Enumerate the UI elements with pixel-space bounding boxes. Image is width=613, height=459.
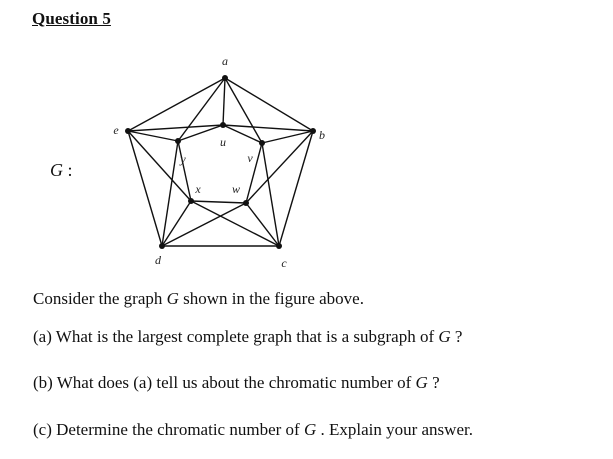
intro-var: G [166, 289, 179, 308]
edge-v-a [225, 78, 262, 143]
vertex-label-x: x [195, 182, 201, 196]
vertex-c [276, 243, 282, 249]
question-c-text-before: (c) Determine the chromatic number of [33, 420, 304, 439]
edge-w-d [162, 203, 246, 246]
question-b-text-before: (b) What does (a) tell us about the chromatic number of [33, 373, 416, 392]
vertex-label-v: v [247, 151, 253, 165]
edge-e-a [128, 78, 225, 131]
edge-x-c [191, 201, 279, 246]
question-a-var: G [438, 327, 451, 346]
intro-text-before: Consider the graph [33, 289, 167, 308]
vertex-label-u: u [220, 135, 226, 149]
vertex-label-d: d [155, 253, 161, 267]
vertex-label-c: c [281, 256, 287, 270]
question-c [33, 420, 473, 440]
vertex-w [243, 200, 249, 206]
intro-text-after: shown in the figure above. [178, 289, 364, 308]
question-c-text-after: . Explain your answer. [316, 420, 473, 439]
question-heading: Question 5 [32, 9, 111, 28]
edge-b-v [262, 131, 313, 143]
intro-line [33, 289, 364, 309]
edge-x-e [128, 131, 191, 201]
vertex-x [188, 198, 194, 204]
edge-d-e [128, 131, 162, 246]
edge-u-b [223, 125, 313, 131]
vertex-e [125, 128, 131, 134]
edge-w-x [191, 201, 246, 203]
vertex-v [259, 140, 265, 146]
question-a [33, 327, 462, 347]
vertex-label-w: w [231, 182, 241, 196]
edge-a-b [225, 78, 313, 131]
vertex-label-a: a [222, 54, 228, 68]
question-a-text-before: (a) What is the largest complete graph that is a subgraph of [33, 327, 439, 346]
edge-v-c [262, 143, 279, 246]
graph-name-var: G [50, 160, 63, 180]
vertex-label-e: e [113, 123, 119, 137]
edge-x-y [178, 141, 191, 201]
question-a-text-after: ? [450, 327, 463, 346]
edge-a-u [223, 78, 225, 125]
vertex-b [310, 128, 316, 134]
vertex-label-b: b [319, 128, 325, 142]
question-b-var: G [415, 373, 428, 392]
vertex-d [159, 243, 165, 249]
edge-y-d [162, 141, 178, 246]
question-b-text-after: ? [427, 373, 440, 392]
edge-c-w [246, 203, 279, 246]
question-c-var: G [303, 420, 317, 439]
vertex-a [222, 75, 228, 81]
vertex-y [175, 138, 181, 144]
graph-name-colon: : [63, 160, 73, 180]
edge-y-a [178, 78, 225, 141]
vertex-u [220, 122, 226, 128]
vertex-label-y: y [180, 152, 186, 166]
question-b [33, 373, 440, 393]
